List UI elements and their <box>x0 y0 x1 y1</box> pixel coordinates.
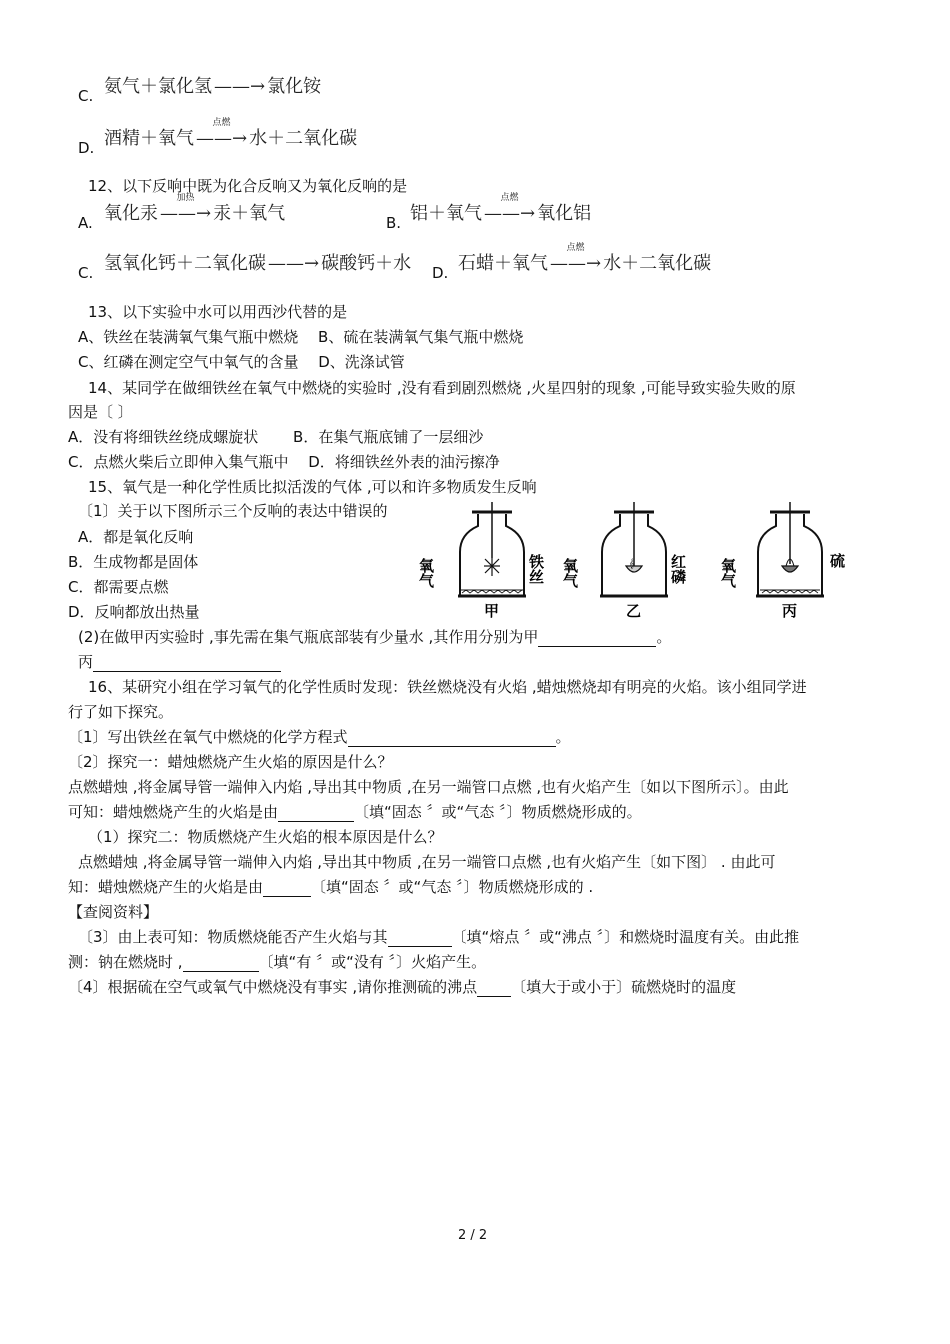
q15-stem: 15、氧气是一种化学性质比拟活泼的气体 ,可以和许多物质发生反响 <box>88 478 537 496</box>
jar2-name: 乙 <box>626 602 642 620</box>
reactants: 石蜡＋氧气 <box>458 253 548 274</box>
q11-option-d-label: D. <box>78 139 95 157</box>
arrow: ——→ <box>214 76 266 97</box>
q16-part2-question <box>68 802 642 822</box>
q12-d-equation <box>458 243 712 275</box>
products: 汞＋氧气 <box>213 203 286 224</box>
q12-a-equation <box>104 193 286 225</box>
answer-blank-sodium[interactable] <box>183 955 259 972</box>
q16-part1 <box>68 727 571 747</box>
reactants: 氢氧化钙＋二氧化碳 <box>104 253 266 274</box>
answer-blank-boiling[interactable] <box>477 980 511 997</box>
q15-sub2 <box>78 627 671 647</box>
q16-p4-text: 可知：蜡烛燃烧产生的火焰是由 <box>68 803 279 821</box>
jar2-left-label: 氧气 <box>561 558 579 588</box>
arrow-glyph: ——→ <box>196 128 248 149</box>
reactants: 铝＋氧气 <box>410 203 482 224</box>
condition: 加热 <box>176 193 195 203</box>
products: 氧化铝 <box>537 203 592 224</box>
arrow <box>484 193 536 225</box>
q16-explore2: （1）探究二：物质燃烧产生火焰的根本原因是什么？ <box>88 828 443 846</box>
q16-p11-end: 〔填大于或小于〕硫燃烧时的温度 <box>511 978 737 996</box>
reactants: 酒精＋氧气 <box>104 128 194 149</box>
q16-p10-text: 测：钠在燃烧时 , <box>68 953 183 971</box>
jar1-name: 甲 <box>484 602 500 620</box>
q16-stem-line2: 行了如下探究。 <box>68 703 174 721</box>
products: 水＋二氧化碳 <box>603 253 712 274</box>
q15-figure <box>417 500 860 622</box>
condition: 点燃 <box>500 193 519 203</box>
arrow: ——→ <box>268 253 320 274</box>
q11-option-c-equation <box>104 76 321 98</box>
sparks <box>484 558 500 576</box>
q14-stem-line2: 因是〔 〕 <box>68 403 133 421</box>
jar3-left-label: 氧气 <box>719 558 737 588</box>
answer-blank-state-1[interactable] <box>278 805 354 822</box>
condition: 点燃 <box>566 243 585 253</box>
q15-bing-label: 丙 <box>78 653 94 671</box>
q16-explore2-question <box>68 877 593 897</box>
q16-p9-end: 〔填“熔点 〞或“沸点 〞〕和燃烧时温度有关。由此推 <box>451 928 800 946</box>
q16-p11-text: 〔4〕根据硫在空气或氧气中燃烧没有事实 ,请你推测硫的沸点 <box>68 978 478 996</box>
q16-p7-text: 知：蜡烛燃烧产生的火焰是由 <box>68 878 264 896</box>
q16-p10-end: 〔填“有 〞或“没有 〞〕火焰产生。 <box>258 953 487 971</box>
q15-sub2-text: (2)在做甲丙实验时 ,事先需在集气瓶底部装有少量水 ,其作用分别为甲 <box>78 628 539 646</box>
q16-part1-end: 。 <box>555 728 571 746</box>
q12-d-label: D. <box>432 264 449 282</box>
jar-bing <box>719 502 845 620</box>
q14-options-cd: C．点燃火柴后立即伸入集气瓶中 D．将细铁丝外表的油污擦净 <box>68 453 500 471</box>
q14-options-ab: A．没有将细铁丝绕成螺旋状 B．在集气瓶底铺了一层细沙 <box>68 428 484 446</box>
q15-option-b: B．生成物都是固体 <box>68 553 199 571</box>
q16-part1-text: 〔1〕写出铁丝在氧气中燃烧的化学方程式 <box>68 728 348 746</box>
q13-options-ab: A、铁丝在装满氧气集气瓶中燃烧 B、硫在装满氧气集气瓶中燃烧 <box>78 328 524 346</box>
q16-p9-text: 〔3〕由上表可知：物质燃烧能否产生火焰与其 <box>78 928 388 946</box>
jar2-right-label: 红磷 <box>669 554 687 584</box>
arrow <box>160 193 212 225</box>
q15-option-d: D．反响都放出热量 <box>68 603 200 621</box>
jar3-right-label: 硫 <box>830 552 846 570</box>
q16-part3-cont <box>68 952 486 972</box>
arrow-glyph: ——→ <box>160 203 212 224</box>
products: 水＋二氧化碳 <box>249 128 358 149</box>
q15-sub2-end: 。 <box>656 628 672 646</box>
q13-stem: 13、以下实验中水可以用西沙代替的是 <box>88 303 348 321</box>
jar1-left-label: 氧气 <box>417 558 435 588</box>
arrow <box>550 243 602 275</box>
q11-option-d-equation <box>104 118 358 150</box>
jar3-name: 丙 <box>782 602 798 620</box>
q16-part3 <box>78 927 799 947</box>
answer-blank-point[interactable] <box>388 930 452 947</box>
answer-blank-jia[interactable] <box>538 630 656 647</box>
q16-p7-end: 〔填“固态 〞或“气态 〞〕物质燃烧形成的 . <box>311 878 594 896</box>
q12-c-equation <box>104 253 411 275</box>
q12-stem: 12、以下反响中既为化合反响又为氧化反响的是 <box>88 177 408 195</box>
condition: 点燃 <box>212 118 231 128</box>
products: 氯化铵 <box>267 76 322 97</box>
q16-p4-end: 〔填“固态 〞或“气态 〞〕物质燃烧形成的。 <box>354 803 642 821</box>
q12-a-label: A. <box>78 214 93 232</box>
answer-blank-state-2[interactable] <box>263 880 311 897</box>
q15-option-a: A．都是氧化反响 <box>78 528 194 546</box>
q16-reference-heading: 【查阅资料】 <box>68 903 159 921</box>
arrow <box>196 118 248 150</box>
q12-b-equation <box>410 193 592 225</box>
q15-bing-line <box>78 652 281 672</box>
products: 碳酸钙＋水 <box>321 253 412 274</box>
arrow-glyph: ——→ <box>484 203 536 224</box>
q12-c-label: C. <box>78 264 94 282</box>
answer-blank-bing[interactable] <box>93 655 281 672</box>
reactants: 氧化汞 <box>104 203 158 224</box>
q13-options-cd: C、红磷在测定空气中氧气的含量 D、洗涤试管 <box>78 353 405 371</box>
q16-stem-line1: 16、某研究小组在学习氧气的化学性质时发现：铁丝燃烧没有火焰 ,蜡烛燃烧却有明亮的火焰。该小组同学进 <box>88 678 807 696</box>
q16-explore2-desc: 点燃蜡烛 ,将金属导管一端伸入内焰 ,导出其中物质 ,在另一端管口点燃 ,也有火焰产生〔如下图〕 . 由此可 <box>78 853 776 871</box>
q15-option-c: C．都需要点燃 <box>68 578 169 596</box>
jar1-right-label: 铁丝 <box>527 554 545 584</box>
q16-part2-desc: 点燃蜡烛 ,将金属导管一端伸入内焰 ,导出其中物质 ,在另一端管口点燃 ,也有火焰产生〔如以下图所示〕。由此 <box>68 778 789 796</box>
svg-text:𝄞: 𝄞 <box>629 559 635 569</box>
q15-sub1: 〔1〕关于以下图所示三个反响的表达中错误的 <box>78 502 388 520</box>
page-number: 2 / 2 <box>458 1228 488 1243</box>
answer-blank-equation[interactable] <box>348 730 556 747</box>
reactants: 氨气＋氯化氢 <box>104 76 212 97</box>
jar-jia <box>417 502 545 620</box>
q12-b-label: B. <box>386 214 402 232</box>
jar-yi <box>561 502 687 620</box>
q16-part2: 〔2〕探究一：蜡烛燃烧产生火焰的原因是什么？ <box>68 753 393 771</box>
q16-part4 <box>68 977 736 997</box>
arrow-glyph: ——→ <box>550 253 602 274</box>
q11-option-c-label: C. <box>78 87 94 105</box>
q14-stem-line1: 14、某同学在做细铁丝在氧气中燃烧的实验时 ,没有看到剧烈燃烧 ,火星四射的现象 ,可能导致实验失败的原 <box>88 379 796 397</box>
